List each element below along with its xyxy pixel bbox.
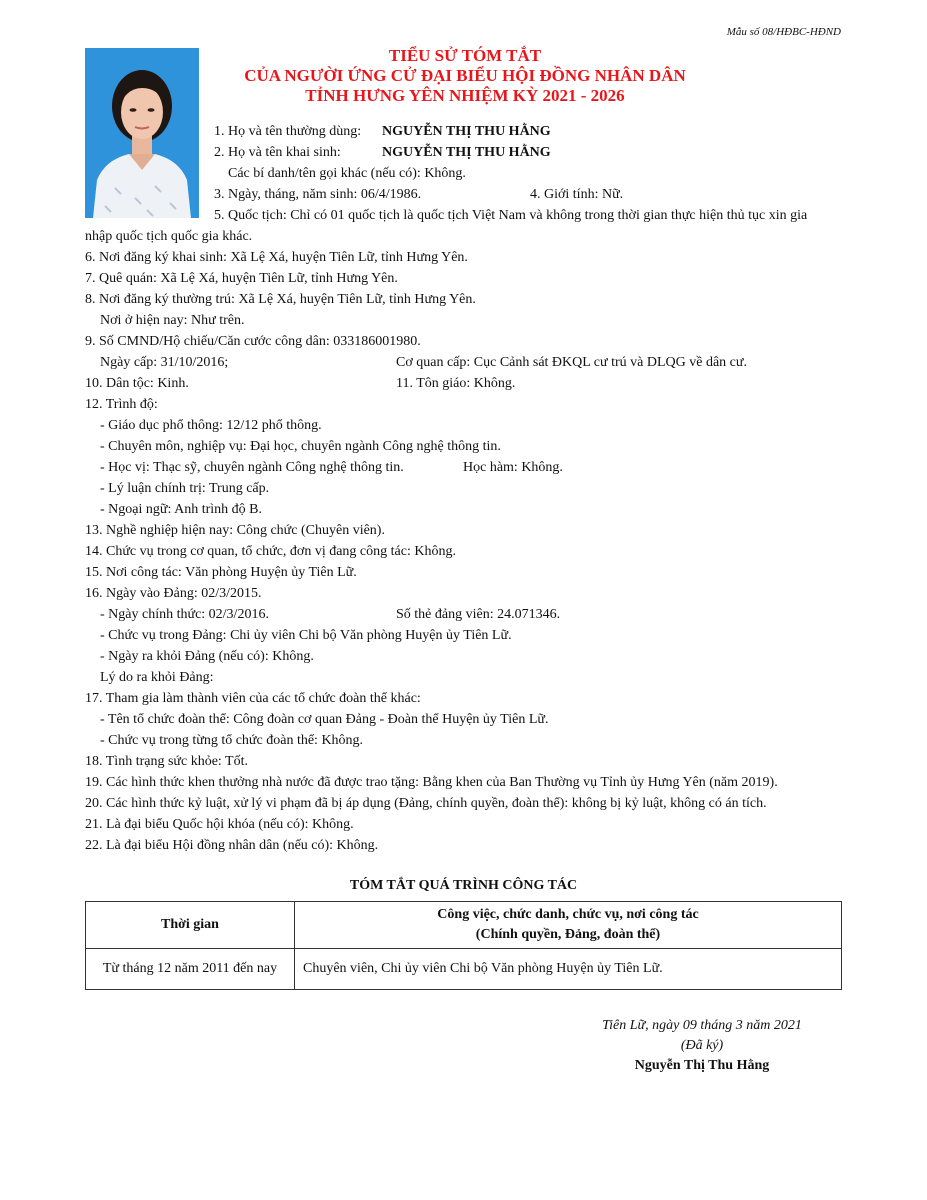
field-4-gender: 4. Giới tính: Nữ. [530, 187, 624, 202]
field-8-current-residence: Nơi ở hiện nay: Như trên. [100, 313, 245, 328]
table-row [86, 949, 842, 990]
field-13: 13. Nghề nghiệp hiện nay: Công chức (Chuyên viên). [85, 523, 385, 538]
field-16-leave-date: - Ngày ra khỏi Đảng (nếu có): Không. [100, 649, 314, 664]
field-2-value: NGUYỄN THỊ THU HẰNG [382, 145, 551, 160]
field-2-label: 2. Họ và tên khai sinh: [214, 145, 341, 160]
field-14: 14. Chức vụ trong cơ quan, tổ chức, đơn vị đang công tác: Không. [85, 544, 456, 559]
signature-signed-note: (Đã ký) [680, 1038, 724, 1053]
form-code: Mẫu số 08/HĐBC-HĐND [726, 26, 841, 38]
field-16-leave-reason: Lý do ra khỏi Đảng: [100, 670, 214, 685]
header-period: Thời gian [86, 902, 295, 949]
field-12: 12. Trình độ: [85, 397, 158, 412]
field-11: 11. Tôn giáo: Không. [396, 376, 516, 391]
field-16-official-date: - Ngày chính thức: 02/3/2016. [100, 607, 269, 622]
field-20: 20. Các hình thức kỷ luật, xử lý vi phạm đã bị áp dụng (Đảng, chính quyền, đoàn thể): không bị kỷ luật, không có án tích. [85, 796, 767, 811]
field-21: 21. Là đại biểu Quốc hội khóa (nếu có): Không. [85, 817, 354, 832]
field-12-foreign-language: - Ngoại ngữ: Anh trình độ B. [100, 502, 262, 517]
header-description-line-1: Công việc, chức danh, chức vụ, nơi công tác [437, 907, 699, 922]
header-description [295, 902, 842, 949]
field-9-issue-date: Ngày cấp: 31/10/2016; [100, 355, 229, 370]
field-12-general-education: - Giáo dục phổ thông: 12/12 phổ thông. [100, 418, 322, 433]
row-description: Chuyên viên, Chi ủy viên Chi bộ Văn phòng Huyện ủy Tiên Lữ. [295, 949, 842, 990]
signature-place-date: Tiên Lữ, ngày 09 tháng 3 năm 2021 [602, 1018, 802, 1033]
field-1-label: 1. Họ và tên thường dùng: [214, 124, 362, 139]
field-10: 10. Dân tộc: Kinh. [85, 376, 189, 391]
field-5-nationality-cont: nhập quốc tịch quốc gia khác. [85, 229, 253, 244]
field-12-academic-title: Học hàm: Không. [463, 460, 563, 475]
header-description-line-2: (Chính quyền, Đảng, đoàn thể) [475, 927, 661, 942]
title-line-2: CỦA NGƯỜI ỨNG CỬ ĐẠI BIỂU HỘI ĐỒNG NHÂN DÂN [244, 66, 686, 85]
field-17-position: - Chức vụ trong từng tổ chức đoàn thể: Không. [100, 733, 364, 748]
work-history-table [85, 901, 842, 990]
field-17-organization: - Tên tổ chức đoàn thể: Công đoàn cơ quan Đảng - Đoàn thể Huyện ủy Tiên Lữ. [100, 712, 549, 727]
field-16: 16. Ngày vào Đảng: 02/3/2015. [85, 586, 262, 601]
field-5-nationality: 5. Quốc tịch: Chỉ có 01 quốc tịch là quốc tịch Việt Nam và không trong thời gian thực hiện thủ tục xin gia [214, 208, 808, 223]
field-7: 7. Quê quán: Xã Lệ Xá, huyện Tiên Lữ, tỉnh Hưng Yên. [85, 271, 398, 286]
field-16-member-card: Số thẻ đảng viên: 24.071346. [396, 607, 561, 622]
field-9-issuing-agency: Cơ quan cấp: Cục Cảnh sát ĐKQL cư trú và DLQG về dân cư. [396, 355, 747, 370]
field-18: 18. Tình trạng sức khỏe: Tốt. [85, 754, 248, 769]
field-15: 15. Nơi công tác: Văn phòng Huyện ủy Tiên Lữ. [85, 565, 357, 580]
field-3-birth-date: 3. Ngày, tháng, năm sinh: 06/4/1986. [214, 187, 422, 202]
field-22: 22. Là đại biểu Hội đồng nhân dân (nếu có): Không. [85, 838, 379, 853]
field-1-value: NGUYỄN THỊ THU HẰNG [382, 124, 551, 139]
portrait-photo [85, 48, 199, 218]
field-16-party-position: - Chức vụ trong Đảng: Chi ủy viên Chi bộ Văn phòng Huyện ủy Tiên Lữ. [100, 628, 512, 643]
field-17: 17. Tham gia làm thành viên của các tổ chức đoàn thể khác: [85, 691, 421, 706]
table-header-row [86, 902, 842, 949]
field-2-other-names: Các bí danh/tên gọi khác (nếu có): Không. [228, 166, 466, 181]
field-12-specialty: - Chuyên môn, nghiệp vụ: Đại học, chuyên ngành Công nghệ thông tin. [100, 439, 501, 454]
field-12-degree: - Học vị: Thạc sỹ, chuyên ngành Công nghệ thông tin. [100, 460, 404, 475]
title-line-3: TỈNH HƯNG YÊN NHIỆM KỲ 2021 - 2026 [305, 86, 625, 105]
field-8: 8. Nơi đăng ký thường trú: Xã Lệ Xá, huyện Tiên Lữ, tỉnh Hưng Yên. [85, 292, 476, 307]
signature-name: Nguyễn Thị Thu Hằng [634, 1058, 770, 1073]
work-summary-title: TÓM TẮT QUÁ TRÌNH CÔNG TÁC [349, 878, 578, 893]
title-line-1: TIỂU SỬ TÓM TẮT [388, 46, 542, 65]
field-19: 19. Các hình thức khen thưởng nhà nước đã được trao tặng: Bằng khen của Ban Thường vụ Tỉnh ủy Hưng Yên (năm 2019). [85, 775, 778, 790]
field-9: 9. Số CMND/Hộ chiếu/Căn cước công dân: 033186001980. [85, 334, 421, 349]
field-12-political-theory: - Lý luận chính trị: Trung cấp. [100, 481, 270, 496]
row-period: Từ tháng 12 năm 2011 đến nay [86, 949, 295, 990]
field-6: 6. Nơi đăng ký khai sinh: Xã Lệ Xá, huyện Tiên Lữ, tỉnh Hưng Yên. [85, 250, 468, 265]
